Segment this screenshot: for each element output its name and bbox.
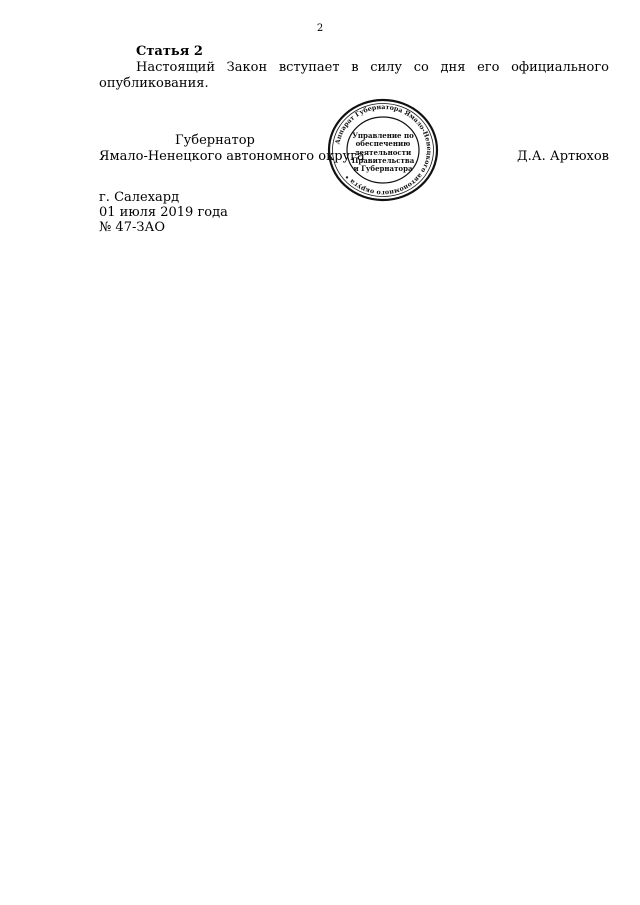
signatory-region: Ямало-Ненецкого автономного округа [99, 149, 365, 164]
seal-line: обеспечению [355, 139, 411, 149]
seal-line: Управление по [352, 131, 414, 140]
seal-center-text [327, 132, 439, 173]
article-heading: Статья 2 [136, 44, 203, 59]
page-number: 2 [316, 23, 324, 34]
signatory-title: Губернатор [175, 133, 255, 148]
seal-ring-text: Аппарат Губернатора Ямало-Ненецкого автономного округа • [333, 102, 434, 198]
article-text [99, 60, 609, 92]
article-text-content: Настоящий Закон вступает в силу со дня его официального опубликования. [99, 60, 609, 91]
document-date: 01 июля 2019 года [99, 205, 228, 220]
seal-line: деятельности [354, 147, 412, 157]
seal-line: и Губернатора [353, 164, 413, 174]
document-number: № 47-ЗАО [99, 220, 165, 235]
document-city: г. Салехард [99, 190, 180, 205]
document-meta [99, 190, 228, 235]
official-seal [327, 98, 439, 202]
signatory-name: Д.А. Артюхов [517, 149, 609, 164]
seal-line: Правительства [351, 155, 415, 165]
